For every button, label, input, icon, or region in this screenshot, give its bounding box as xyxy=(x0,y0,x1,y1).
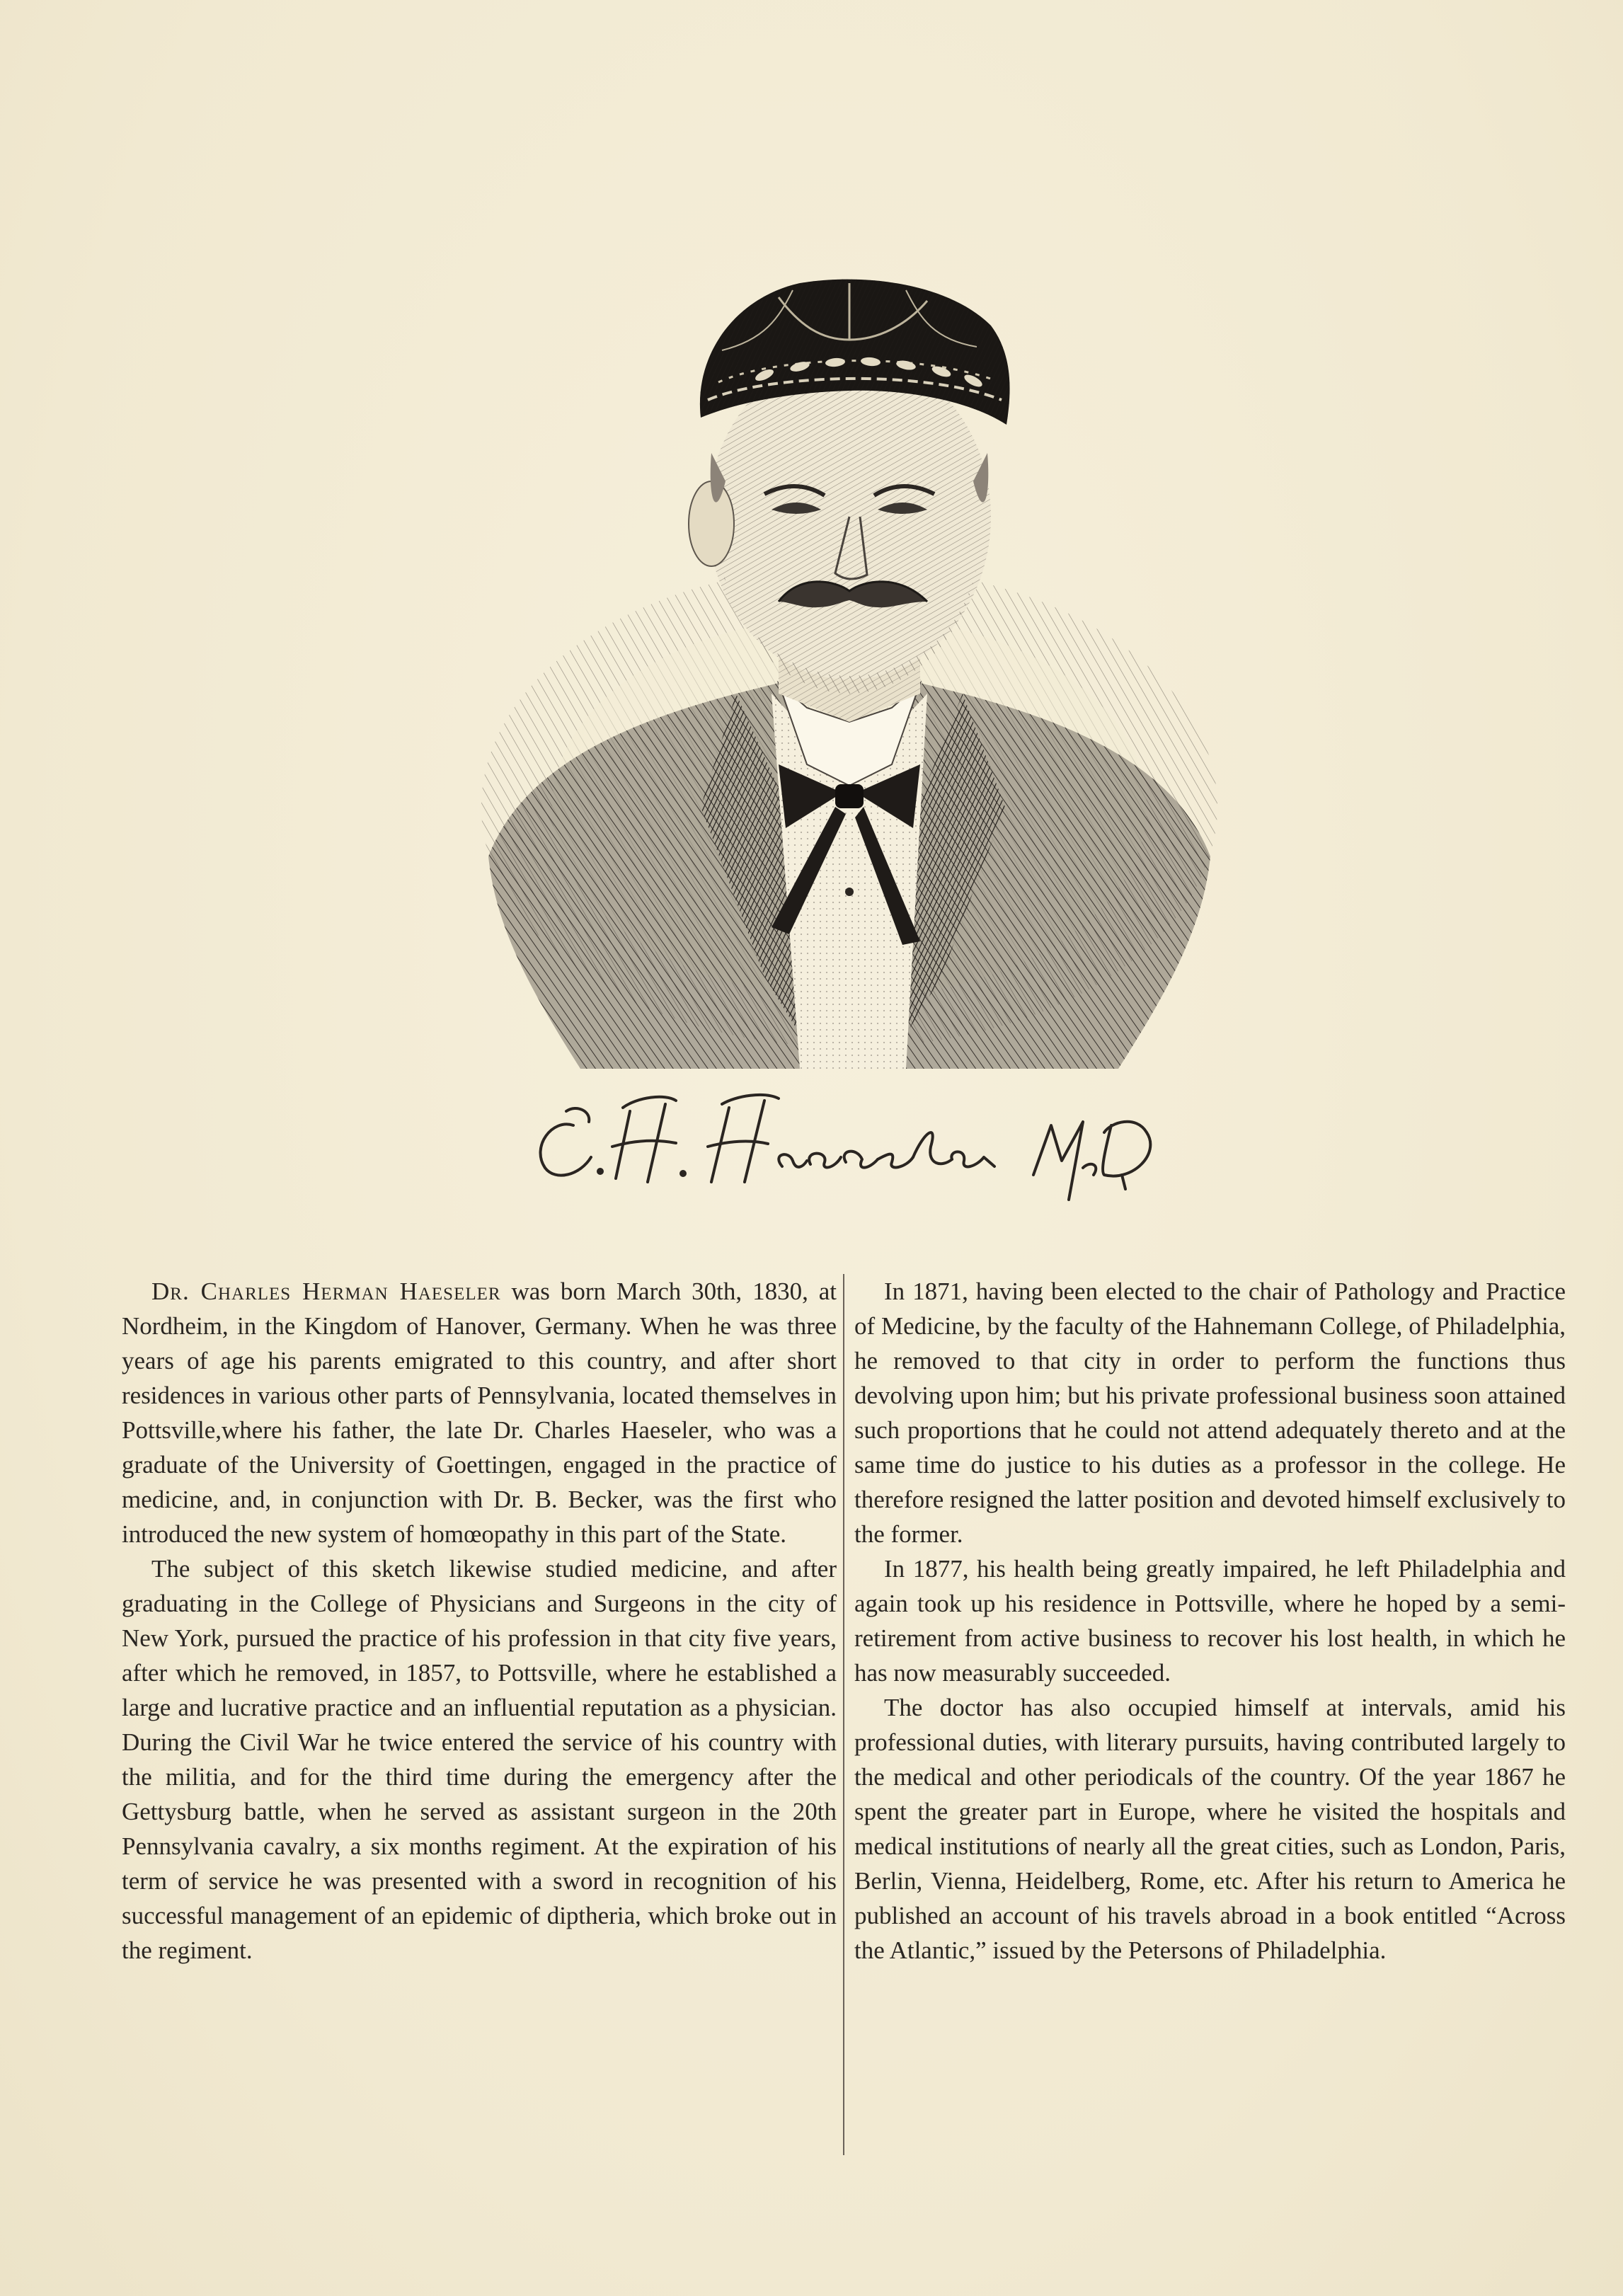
paragraph: The subject of this sketch likewise studied medicine, and after graduating in the College of Physicians and Surgeons in the city of New York, pursued the practice of his profession in that city five years, after which he removed, in 1857, to Pottsville, where he established a large and lucrative practice and an influential reputation as a physician. During the Civil War he twice entered the service of his country with the militia, and for the third time during the emergency after the Gettysburg battle, when he served as assistant surgeon in the 20th Pennsylvania cavalry, a six months regiment. At the expiration of his term of service he was presented with a sword in recognition of his successful management of an epidemic of diptheria, which broke out in the regiment. xyxy=(122,1555,837,1964)
paragraph: The doctor has also occupied himself at intervals, amid his professional duties, with literary pursuits, having contributed largely to the medical and other periodicals of the country. Of the year 1867 he spent the greater part in Europe, where he visited the hospitals and medical institutions of nearly all the great cities, such as London, Paris, Berlin, Vienna, Heidelberg, Rome, etc. After his return to America he published an account of his travels abroad in a book entitled “Across the Atlantic,” issued by the Petersons of Philadelphia. xyxy=(854,1694,1566,1964)
paragraph: In 1871, having been elected to the chair of Pathology and Practice of Medicine, by the faculty of the Hahnemann College, of Philadelphia, he removed to that city in order to perform the functions thus devolving upon him; but his private professional business soon attained such proportions that he could not attend adequately thereto and at the same time do justice to his duties as a professor in the college. He therefore resigned the latter position and devoted himself exclusively to the former. xyxy=(854,1278,1566,1548)
paragraph: In 1877, his health being greatly impaired, he left Philadelphia and again took up his residence in Pottsville, where he hoped by a semi-retirement from active business to recover his lost health, in which he has now measurably succeeded. xyxy=(854,1555,1566,1687)
biography-text xyxy=(122,1274,1566,2159)
portrait-engraving xyxy=(467,269,1232,1090)
paragraph-text: was born March 30th, 1830, at Nordheim, in the Kingdom of Hanover, Germany. When he was three years of age his parents emigrated to this country, and after short residences in various other parts of Pennsylvania, located themselves in Pottsville,where his father, the late Dr. Charles Haeseler, who was a graduate of the University of Goettingen, engaged in the practice of medicine, and, in conjunction with Dr. B. Becker, was the first who introduced the new system of homœopathy in this part of the State. xyxy=(122,1278,837,1548)
column-divider xyxy=(843,1274,844,2155)
left-column xyxy=(122,1274,837,1968)
right-column xyxy=(854,1274,1566,1968)
signature xyxy=(524,1083,1189,1210)
paragraph xyxy=(122,1274,837,1551)
subject-name: Dr. Charles Herman Haeseler xyxy=(151,1278,501,1305)
